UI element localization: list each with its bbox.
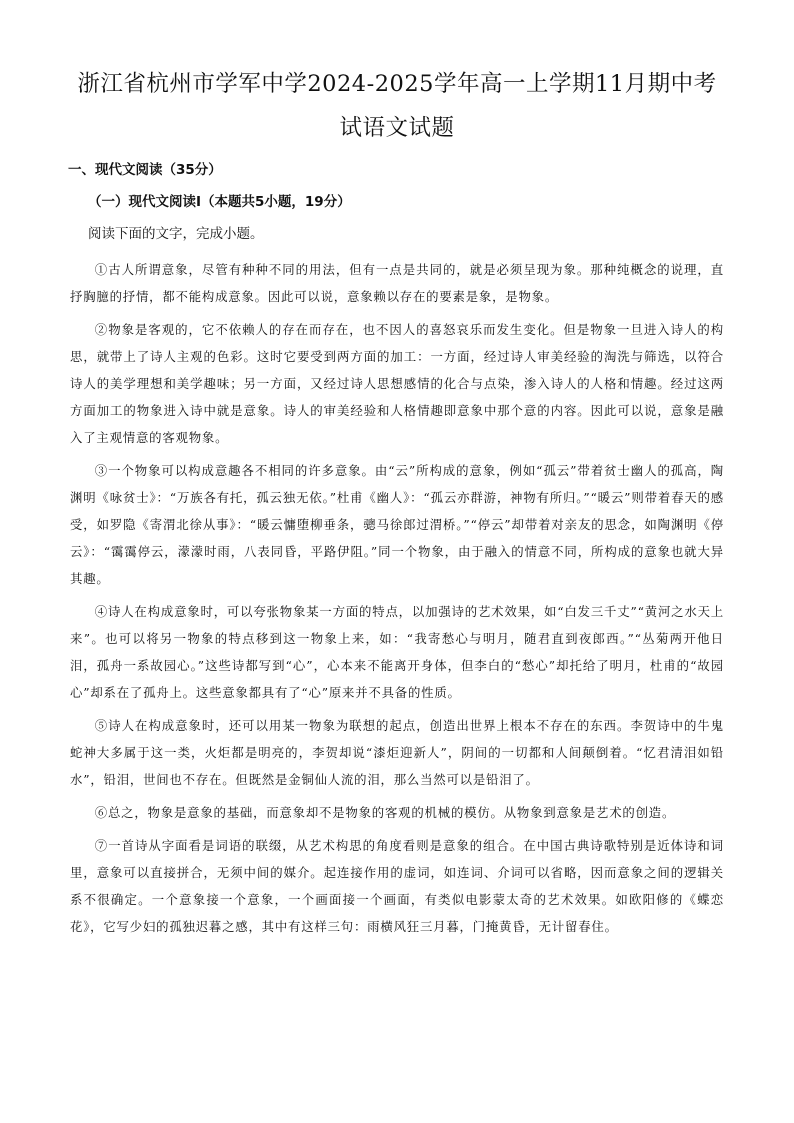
paragraph-7: ⑦一首诗从字面看是词语的联缀，从艺术构思的角度看则是意象的组合。在中国古典诗歌特别是近体诗和词里，意象可以直接拼合，无须中间的媒介。起连接作用的虚词，如连词、介词可以省略，因而意象之间的逻辑关系不很确定。一个意象接一个意象，一个画面接一个画面，有类似电影蒙太奇的艺术效果。如欧阳修的《蝶恋花》，它写少妇的孤独迟暮之感，其中有这样三句：雨横风狂三月暮，门掩黄昏，无计留春住。 [70,838,724,934]
reading-instruction: 阅读下面的文字，完成小题。 [88,226,264,242]
paragraph-5: ⑤诗人在构成意象时，还可以用某一物象为联想的起点，创造出世界上根本不存在的东西。李贺诗中的牛鬼蛇神大多属于这一类，火炬都是明亮的，李贺却说“漆炬迎新人”，阴间的一切都和人间颠倒着。“忆君清泪如铅水”，铅泪，世间也不存在。但既然是金铜仙人流的泪，那么当然可以是铅泪了。 [70,718,724,787]
title-line-1: 浙江省杭州市学军中学2024-2025学年高一上学期11月期中考 [77,71,717,97]
paragraph-6: ⑥总之，物象是意象的基础，而意象却不是物象的客观的机械的模仿。从物象到意象是艺术的创造。 [94,805,676,820]
sub-heading: （一）现代文阅读Ⅰ（本题共5小题，19分） [88,194,351,210]
paragraph-3: ③一个物象可以构成意趣各不相同的许多意象。由“云”所构成的意象，例如“孤云”带着贫士幽人的孤高，陶渊明《咏贫士》：“万族各有托，孤云独无依。”杜甫《幽人》：“孤云亦群游，神物有所归。”“暖云”则带着春天的感受，如罗隐《寄渭北徐从事》：“暖云慵堕柳垂条，骢马徐郎过渭桥。”“停云”却带着对亲友的思念，如陶渊明《停云》：“霭霭停云，濛濛时雨，八表同昏，平路伊阻。”同一个物象，由于融入的情意不同，所构成的意象也就大异其趣。 [70,463,724,586]
paragraph-2: ②物象是客观的，它不依赖人的存在而存在，也不因人的喜怒哀乐而发生变化。但是物象一旦进入诗人的构思，就带上了诗人主观的色彩。这时它要受到两方面的加工：一方面，经过诗人审美经验的淘洗与筛选，以符合诗人的美学理想和美学趣味；另一方面，又经过诗人思想感情的化合与点染，渗入诗人的人格和情趣。经过这两方面加工的物象进入诗中就是意象。诗人的审美经验和人格情趣即意象中那个意的内容。因此可以说，意象是融入了主观情意的客观物象。 [70,322,724,445]
section-heading: 一、现代文阅读（35分） [68,162,222,178]
paragraph-1: ①古人所谓意象，尽管有种种不同的用法，但有一点是共同的，就是必须呈现为象。那种纯概念的说理，直抒胸臆的抒情，都不能构成意象。因此可以说，意象赖以存在的要素是象，是物象。 [70,262,724,304]
document-title [70,62,724,150]
title-line-2: 试语文试题 [339,115,455,141]
paragraph-4: ④诗人在构成意象时，可以夸张物象某一方面的特点，以加强诗的艺术效果，如“白发三千丈”“黄河之水天上来”。也可以将另一物象的特点移到这一物象上来，如：“我寄愁心与明月，随君直到夜郎西。”“丛菊两开他日泪，孤舟一系故园心。”这些诗都写到“心”，心本来不能离开身体，但李白的“愁心”却托给了明月，杜甫的“故园心”却系在了孤舟上。这些意象都具有了“心”原来并不具备的性质。 [70,604,724,700]
